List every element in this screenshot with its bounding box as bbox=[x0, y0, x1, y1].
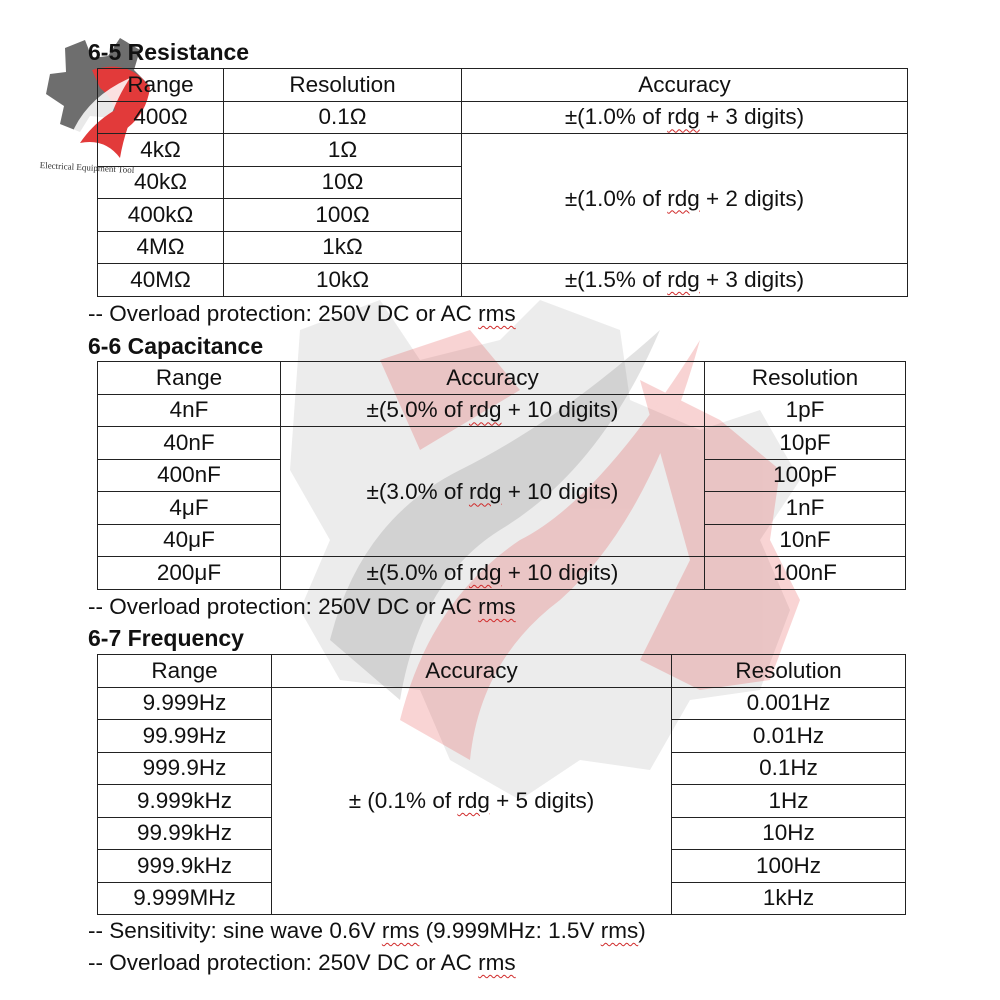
header-range: Range bbox=[98, 362, 281, 395]
header-resolution: Resolution bbox=[672, 655, 906, 688]
resolution-cell: 0.1Ω bbox=[224, 101, 462, 134]
resolution-cell: 100nF bbox=[705, 557, 906, 590]
accuracy-text: ±(1.5% of bbox=[564, 266, 668, 292]
frequency-overload-note bbox=[88, 948, 516, 978]
rdg-abbr: rdg bbox=[667, 104, 700, 130]
resolution-cell: 0.01Hz bbox=[672, 720, 906, 753]
header-accuracy: Accuracy bbox=[281, 362, 705, 395]
rms-abbr: rms bbox=[381, 918, 420, 943]
rdg-abbr: rdg bbox=[667, 266, 700, 292]
resistance-heading: 6-5 Resistance bbox=[88, 39, 250, 65]
accuracy-cell bbox=[462, 101, 908, 134]
header-resolution: Resolution bbox=[705, 362, 906, 395]
rdg-abbr: rdg bbox=[468, 397, 502, 423]
range-cell: 40MΩ bbox=[98, 264, 224, 297]
frequency-table bbox=[97, 654, 906, 915]
accuracy-text: ±(3.0% of bbox=[366, 478, 469, 504]
range-cell: 400Ω bbox=[98, 101, 224, 134]
accuracy-cell bbox=[281, 557, 705, 590]
accuracy-cell bbox=[281, 427, 705, 557]
note-text: -- Overload protection: 250V DC or AC bbox=[88, 594, 479, 619]
rms-abbr: rms bbox=[478, 594, 516, 619]
accuracy-text: + 3 digits) bbox=[699, 266, 805, 292]
resistance-table bbox=[97, 68, 908, 297]
resolution-cell: 1nF bbox=[705, 492, 906, 525]
accuracy-cell bbox=[281, 394, 705, 427]
accuracy-text: + 10 digits) bbox=[501, 397, 619, 423]
header-resolution: Resolution bbox=[224, 69, 462, 102]
range-cell: 9.999MHz bbox=[98, 882, 272, 915]
range-cell: 99.99kHz bbox=[98, 817, 272, 850]
accuracy-cell bbox=[462, 264, 908, 297]
rdg-abbr: rdg bbox=[468, 559, 502, 585]
frequency-sensitivity-note bbox=[88, 916, 646, 946]
resolution-cell: 10nF bbox=[705, 524, 906, 557]
rms-abbr: rms bbox=[478, 950, 516, 975]
resolution-cell: 1kΩ bbox=[224, 231, 462, 264]
capacitance-table bbox=[97, 361, 906, 590]
resolution-cell: 1pF bbox=[705, 394, 906, 427]
accuracy-text: ±(1.0% of bbox=[564, 104, 668, 130]
accuracy-text: + 3 digits) bbox=[699, 104, 805, 130]
resolution-cell: 1Ω bbox=[224, 134, 462, 167]
rdg-abbr: rdg bbox=[468, 478, 502, 504]
accuracy-text: ±(1.0% of bbox=[564, 185, 668, 211]
accuracy-text: + 5 digits) bbox=[489, 787, 595, 813]
header-range: Range bbox=[98, 655, 272, 688]
range-cell: 9.999kHz bbox=[98, 785, 272, 818]
rdg-abbr: rdg bbox=[457, 787, 490, 813]
accuracy-text: ± (0.1% of bbox=[348, 787, 458, 813]
range-cell: 400nF bbox=[98, 459, 281, 492]
note-text: -- Overload protection: 250V DC or AC bbox=[88, 301, 479, 326]
resolution-cell: 0.001Hz bbox=[672, 687, 906, 720]
rms-abbr: rms bbox=[478, 301, 516, 326]
brand-logo-text: Electrical Equipment Tool bbox=[39, 160, 135, 175]
note-text: -- Sensitivity: sine wave 0.6V bbox=[88, 918, 382, 943]
range-cell: 40μF bbox=[98, 524, 281, 557]
header-range: Range bbox=[98, 69, 224, 102]
resolution-cell: 100pF bbox=[705, 459, 906, 492]
resistance-overload-note bbox=[88, 299, 516, 329]
range-cell: 40nF bbox=[98, 427, 281, 460]
resolution-cell: 10kΩ bbox=[224, 264, 462, 297]
accuracy-text: + 2 digits) bbox=[699, 185, 805, 211]
note-text: ) bbox=[638, 918, 646, 943]
resolution-cell: 10Hz bbox=[672, 817, 906, 850]
rdg-abbr: rdg bbox=[667, 185, 700, 211]
range-cell: 4μF bbox=[98, 492, 281, 525]
note-text: -- Overload protection: 250V DC or AC bbox=[88, 950, 479, 975]
resolution-cell: 10pF bbox=[705, 427, 906, 460]
range-cell: 4nF bbox=[98, 394, 281, 427]
range-cell: 400kΩ bbox=[98, 199, 224, 232]
capacitance-heading: 6-6 Capacitance bbox=[88, 333, 264, 359]
accuracy-cell bbox=[272, 687, 672, 915]
capacitance-overload-note bbox=[88, 592, 516, 622]
accuracy-text: ±(5.0% of bbox=[366, 397, 469, 423]
range-cell: 200μF bbox=[98, 557, 281, 590]
rms-abbr: rms bbox=[600, 918, 639, 943]
range-cell: 9.999Hz bbox=[98, 687, 272, 720]
header-accuracy: Accuracy bbox=[462, 69, 908, 102]
accuracy-text: ±(5.0% of bbox=[366, 559, 469, 585]
range-cell: 40kΩ bbox=[98, 166, 224, 199]
header-accuracy: Accuracy bbox=[272, 655, 672, 688]
note-text: (9.999MHz: 1.5V bbox=[419, 918, 601, 943]
resolution-cell: 0.1Hz bbox=[672, 752, 906, 785]
accuracy-cell bbox=[462, 134, 908, 264]
resolution-cell: 100Ω bbox=[224, 199, 462, 232]
resolution-cell: 1kHz bbox=[672, 882, 906, 915]
range-cell: 999.9Hz bbox=[98, 752, 272, 785]
frequency-heading: 6-7 Frequency bbox=[88, 625, 244, 651]
resolution-cell: 1Hz bbox=[672, 785, 906, 818]
range-cell: 99.99Hz bbox=[98, 720, 272, 753]
range-cell: 999.9kHz bbox=[98, 850, 272, 883]
accuracy-text: + 10 digits) bbox=[501, 478, 619, 504]
range-cell: 4MΩ bbox=[98, 231, 224, 264]
resolution-cell: 10Ω bbox=[224, 166, 462, 199]
resolution-cell: 100Hz bbox=[672, 850, 906, 883]
range-cell: 4kΩ bbox=[98, 134, 224, 167]
accuracy-text: + 10 digits) bbox=[501, 559, 619, 585]
